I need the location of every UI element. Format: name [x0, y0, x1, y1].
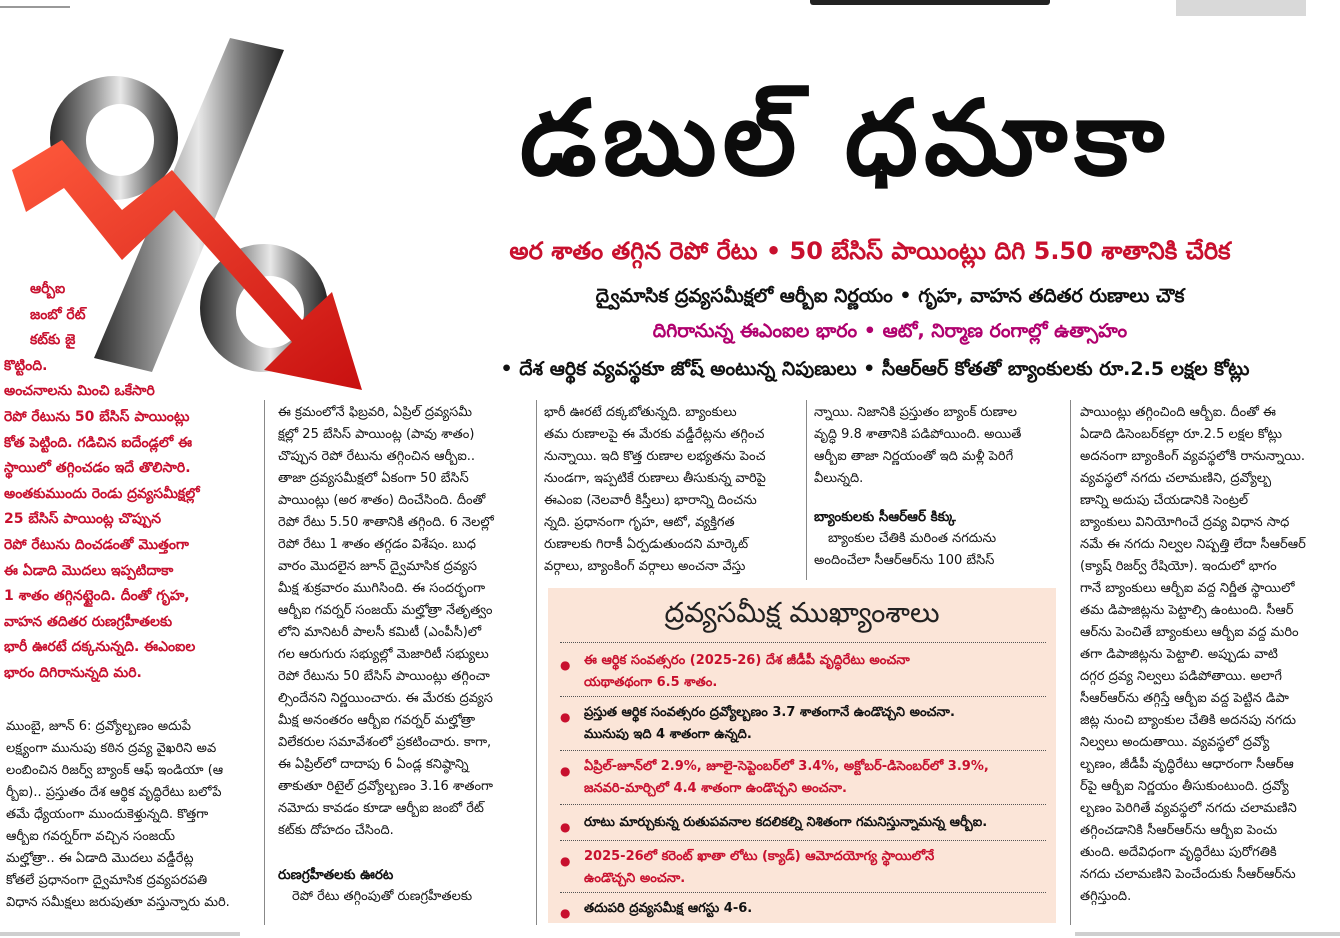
- bottom-left-bar: [0, 932, 240, 936]
- highlights-divider: [560, 750, 1046, 751]
- body-line: తమ డిపాజిట్లను పెట్టాల్సి ఉంటుంది. సీఆర్: [1080, 603, 1294, 618]
- body-line: పాయింట్లు (అర శాతం) దించేసింది. దీంతో: [278, 493, 486, 508]
- body-line: విధాన సమీక్షలు జరుపుతూ వస్తున్నారు మరి.: [6, 895, 230, 910]
- highlight-line: 2025-26లో కరెంట్ ఖాతా లోటు (క్యాడ్) ఆమోదయోగ్య స్థాయిలోనే: [584, 849, 935, 864]
- bullet-icon: ●: [560, 906, 571, 920]
- highlight-item: [560, 812, 1050, 834]
- page-top-strip: [0, 0, 1340, 16]
- body-line: న్నది. ప్రధానంగా గృహ, ఆటో, వ్యక్తిగత: [544, 515, 735, 530]
- body-line: మీక్ష శుక్రవారం ముగిసింది. ఈ సందర్భంగా: [278, 581, 486, 596]
- deck-line-1: అర శాతం తగ్గిన రెపో రేటు • 50 బేసిస్ పాయింట్లు దిగి 5.50 శాతానికి చేరిక: [509, 237, 1231, 265]
- intro-line: రెపో రేటును 50 బేసిస్ పాయింట్లు: [4, 408, 190, 425]
- body-line: బ్యాంకులు వినియోగించే ద్రవ్య విధాన సాధ: [1080, 515, 1290, 530]
- body-line: దగ్గర ద్రవ్య నిల్వలు పడిపోతాయి. అలాగే: [1080, 669, 1282, 684]
- body-line: క్షల్లో 25 బేసిస్ పాయింట్ల (పావు శాతం): [278, 427, 475, 442]
- body-line: తమ రుణాలపై ఈ మేరకు వడ్డీరేట్లను తగ్గించ: [544, 427, 765, 442]
- highlight-line: యథాతథంగా 6.5 శాతం.: [584, 675, 718, 690]
- top-right-tab: [1176, 0, 1306, 16]
- highlight-line: తదుపరి ద్రవ్యసమీక్ష ఆగస్టు 4-6.: [584, 901, 753, 916]
- body-line: గానే బ్యాంకులు ఆర్బీఐ వద్ద నిర్ణీత స్థాయిలో: [1080, 581, 1295, 596]
- body-line: తగా డిపాజిట్లను పెట్టాలి. అప్పుడు వాటి: [1080, 647, 1278, 662]
- body-line: మల్హోత్రా.. ఈ ఏడాది మొదలు వడ్డీరేట్ల: [6, 851, 194, 866]
- intro-line: అంతకుముందు రెండు ద్రవ్యసమీక్షల్లో: [4, 485, 200, 502]
- body-line: అదనంగా బ్యాంకింగ్ వ్యవస్థలోకి రానున్నాయి.: [1080, 449, 1305, 464]
- intro-line: ఈ ఏడాది మొదలు ఇప్పటిదాకా: [4, 562, 174, 579]
- intro-line: అంచనాలను మించి ఒకేసారి: [4, 383, 155, 400]
- intro-line: రెపో రేటును దించడంతో మొత్తంగా: [4, 536, 189, 553]
- column-rule: [1070, 400, 1071, 925]
- intro-line: భారీ ఊరటే దక్కనున్నది. ఈఎంఐల: [4, 639, 196, 656]
- body-line: తమే ధ్యేయంగా ముందుకెళ్తున్నది. కొత్తగా: [6, 807, 209, 822]
- body-line: నున్నాయి. ఇది కొత్త రుణాల లభ్యతను పెంచ: [544, 449, 766, 464]
- highlights-divider: [560, 696, 1046, 697]
- body-line: మీక్ష అనంతరం ఆర్బీఐ గవర్నర్ మల్హోత్రా: [278, 713, 476, 728]
- intro-line: కోత పెట్టింది. గడిచిన ఐదేండ్లలో ఈ: [4, 434, 193, 451]
- subheading: రుణగ్రహీతలకు ఊరట: [278, 867, 394, 883]
- body-line: వారం మొదలైన జూన్ ద్వైమాసిక ద్రవ్యస: [278, 559, 478, 574]
- intro-line: వాహన తదితర రుణగ్రహీతలకు: [4, 613, 173, 630]
- body-line: తగ్గిస్తుంది.: [1080, 889, 1132, 904]
- bullet-icon: ●: [560, 854, 571, 868]
- body-line: ఏడాది డిసెంబర్‌కల్లా రూ.2.5 లక్షల కోట్లు: [1080, 427, 1282, 442]
- body-line: అందించేలా సీఆర్ఆర్‌ను 100 బేసిస్: [814, 553, 995, 568]
- body-line: సీఆర్ఆర్‌ను తగ్గిస్తే ఆర్బీఐ వద్ద పెట్టిన డిపా: [1080, 691, 1289, 706]
- body-line: వృద్ధి 9.8 శాతానికి పడిపోయింది. అయితే: [814, 427, 1022, 442]
- highlight-line: ఉండొచ్చని అంచనా.: [584, 871, 686, 886]
- body-line: తాజా ద్రవ్యసమీక్షలో ఏకంగా 50 బేసిస్: [278, 471, 469, 486]
- body-line: ణాన్ని అదుపు చేయడానికి సెంట్రల్: [1080, 493, 1249, 508]
- column-rule: [264, 400, 265, 925]
- bullet-icon: ●: [560, 820, 571, 834]
- body-line: నమే ఈ నగదు నిల్వల నిష్పత్తి లేదా సీఆర్ఆర్: [1080, 537, 1306, 552]
- body-line: తుంది. అదేవిధంగా వృద్ధిరేటు పురోగతికి: [1080, 845, 1277, 860]
- body-line: రుణాలకు గిరాకీ ఏర్పడుతుందని మార్కెట్: [544, 537, 749, 552]
- highlights-box: [548, 588, 1056, 923]
- highlight-line: ఈ ఆర్థిక సంవత్సరం (2025-26) దేశ జీడీపీ వృద్ధిరేటు అంచనా: [584, 653, 910, 668]
- intro-line: స్థాయిలో తగ్గించడం ఇదే తొలిసారి.: [4, 460, 191, 477]
- body-line: ల్బణం పెరిగితే వ్యవస్థలో నగదు చలామణిని: [1080, 801, 1297, 816]
- body-line: ర్‌పై ఆర్బీఐ నిర్ణయం తీసుకుంటుంది. ద్రవ్యో: [1080, 779, 1289, 794]
- column-rule: [806, 400, 807, 580]
- body-line: లోని మానిటరీ పాలసీ కమిటీ (ఎంపీసీ)లో: [278, 625, 482, 640]
- highlights-divider: [560, 804, 1046, 805]
- body-line: భారీ ఊరటే దక్కబోతున్నది. బ్యాంకులు: [544, 405, 737, 420]
- body-line: నగదు చలామణిని పెంచేందుకు సీఆర్ఆర్‌ను: [1080, 867, 1296, 882]
- body-line: ఆర్‌ను పెంచితే బ్యాంకులు ఆర్బీఐ వద్ద మరిం: [1080, 625, 1299, 640]
- bottom-right-bar: [1075, 932, 1340, 936]
- body-line: విలేకరుల సమావేశంలో ప్రకటించారు. కాగా,: [278, 735, 492, 750]
- body-line: ఆర్బీఐ తాజా నిర్ణయంతో ఇది మళ్లీ పెరిగే: [814, 449, 1014, 464]
- body-line: తగ్గించడానికి సీఆర్ఆర్‌ను ఆర్బీఐ పెంచు: [1080, 823, 1278, 838]
- body-line: కట్‌కు దోహదం చేసింది.: [278, 823, 394, 838]
- body-line: ఆర్బీఐ గవర్నర్ సంజయ్ మల్హోత్రా నేతృత్వం: [278, 603, 493, 618]
- top-left-rule: [0, 0, 70, 8]
- body-line: కోతలే ప్రధానంగా ద్వైమాసిక ద్రవ్యపరపతి: [6, 873, 208, 888]
- body-line: ల్సిందేనని నిర్ణయించారు. ఈ మేరకు ద్రవ్యస: [278, 691, 493, 706]
- deck-line-3: దిగిరానున్న ఈఎంఐల భారం • ఆటో, నిర్మాణ రంగాల్లో ఉత్సాహం: [652, 320, 1128, 342]
- body-line: (క్యాష్ రిజర్వ్ రేషియో). ఇందులో భాగం: [1080, 559, 1277, 574]
- intro-summary: [4, 277, 256, 687]
- highlight-item: [560, 650, 1050, 694]
- intro-line: కొట్టింది.: [4, 357, 48, 374]
- bullet-icon: ●: [560, 710, 571, 724]
- body-line: గల ఆరుగురు సభ్యుల్లో మెజారిటీ సభ్యులు: [278, 647, 489, 662]
- body-line: లక్ష్యంగా మునుపు కఠిన ద్రవ్య వైఖరిని అవ: [6, 741, 217, 756]
- article-column-4: [814, 402, 1064, 572]
- highlight-item: [560, 898, 1050, 920]
- body-line: ర్బీఐ).. ప్రస్తుతం దేశ ఆర్థిక వృద్ధిరేటు బలోపే: [6, 785, 222, 800]
- deck-line-4: • దేశ ఆర్థిక వ్యవస్థకూ జోష్ అంటున్న నిపుణులు • సీఆర్ఆర్ కోతతో బ్యాంకులకు రూ.2.5 లక్షల కోట్లు: [500, 358, 1250, 380]
- article-column-2: [278, 402, 530, 908]
- intro-line: కట్‌కు జై: [30, 332, 76, 349]
- bullet-icon: ●: [560, 764, 571, 778]
- page-bottom-strip: [0, 930, 1340, 938]
- highlights-divider: [560, 840, 1046, 841]
- body-line: రెపో రేటు 1 శాతం తగ్గడం విశేషం. బుధ: [278, 537, 476, 552]
- highlight-item: [560, 756, 1050, 800]
- body-line: వీలున్నది.: [814, 471, 864, 486]
- body-line: ల్బణం, జీడీపీ వృద్ధిరేటు ఆధారంగా సీఆర్ఆ: [1080, 757, 1294, 772]
- body-line: తాకుతూ రిటైల్ ద్రవ్యోల్బణం 3.16 శాతంగా: [278, 779, 494, 794]
- body-line: ఆర్బీఐ గవర్నర్‌గా వచ్చిన సంజయ్: [6, 829, 175, 844]
- body-line: నమోదు కావడం కూడా ఆర్బీఐ జంబో రేట్: [278, 801, 484, 816]
- headline: డబుల్ ధమాకా: [519, 77, 1171, 199]
- highlight-item: [560, 846, 1050, 890]
- body-line: చొప్పున రెపో రేటును తగ్గించిన ఆర్బీఐ..: [278, 449, 476, 464]
- body-line: ఈ ఏప్రిల్‌లో దాదాపు 6 ఏండ్ల కనిష్ఠాన్ని: [278, 757, 469, 772]
- body-line: పాయింట్లు తగ్గించింది ఆర్బీఐ. దీంతో ఈ: [1080, 405, 1276, 420]
- highlights-title: ద్రవ్యసమీక్ష ముఖ్యాంశాలు: [664, 596, 940, 629]
- body-line: ఈ క్రమంలోనే ఫిబ్రవరి, ఏప్రిల్ ద్రవ్యసమీ: [278, 405, 472, 420]
- column-rule: [536, 400, 537, 925]
- body-line: ముంబై, జూన్ 6: ద్రవ్యోల్బణం అదుపే: [6, 719, 192, 734]
- intro-line: ఆర్బీఐ: [30, 281, 66, 297]
- highlights-divider: [560, 892, 1046, 893]
- body-line: వర్గాలు, బ్యాంకింగ్ వర్గాలు అంచనా వేస్తు: [544, 559, 746, 574]
- highlight-item: [560, 702, 1050, 746]
- highlight-line: జనవరి-మార్చిలో 4.4 శాతంగా ఉండొచ్చని అంచనా.: [584, 781, 847, 796]
- body-line: నిల్వలు అందుతాయి. వ్యవస్థలో ద్రవ్యో: [1080, 735, 1270, 750]
- body-line: జిట్ల నుంచి బ్యాంకుల చేతికి అదనపు నగదు: [1080, 713, 1296, 728]
- body-line: రెపో రేటు తగ్గింపుతో రుణగ్రహీతలకు: [292, 889, 473, 904]
- intro-line: భారం దిగిరానున్నది మరి.: [4, 664, 142, 681]
- article-column-5: [1080, 402, 1336, 908]
- body-line: రెపో రేటు 5.50 శాతానికి తగ్గింది. 6 నెలల్లో: [278, 515, 494, 530]
- highlight-line: మునుపు ఇది 4 శాతంగా ఉన్నది.: [584, 727, 752, 742]
- body-line: రెపో రేటును 50 బేసిస్ పాయింట్లు తగ్గించా: [278, 669, 490, 684]
- body-line: ఈఎంఐ (నెలవారీ కిస్తీలు) భారాన్ని దించను: [544, 493, 757, 508]
- bullet-icon: ●: [560, 658, 571, 672]
- article-column-1: [6, 716, 258, 914]
- deck-line-2: ద్వైమాసిక ద్రవ్యసమీక్షలో ఆర్బీఐ నిర్ణయం • గృహ, వాహన తదితర రుణాలు చౌక: [595, 285, 1185, 307]
- subheading: బ్యాంకులకు సీఆర్ఆర్ కిక్కు: [814, 509, 956, 525]
- article-column-3: [544, 402, 800, 578]
- highlights-divider: [560, 642, 1046, 643]
- body-line: వ్యవస్థలో నగదు చలామణిని, ద్రవ్యోల్బ: [1080, 471, 1272, 486]
- intro-line: 1 శాతం తగ్గినట్టైంది. దీంతో గృహ,: [4, 588, 190, 605]
- highlight-line: రూటు మార్చుకున్న రుతుపవనాల కదలికల్ని నిశితంగా గమనిస్తున్నామన్న ఆర్బీఐ.: [584, 815, 988, 830]
- highlight-line: ఏప్రిల్-జూన్‌లో 2.9%, జూలై-సెప్టెంబర్‌లో 3.4%, అక్టోబర్-డిసెంబర్‌లో 3.9%,: [584, 759, 989, 774]
- top-masthead-fragment: [810, 0, 1050, 5]
- body-line: న్నాయి. నిజానికి ప్రస్తుతం బ్యాంక్ రుణాల: [814, 405, 1017, 420]
- body-line: నుండగా, ఇప్పటికే రుణాలు తీసుకున్న వారిపై: [544, 471, 766, 486]
- body-line: బ్యాంకుల చేతికి మరింత నగదును: [828, 531, 997, 546]
- highlight-line: ప్రస్తుత ఆర్థిక సంవత్సరం ద్రవ్యోల్బణం 3.7 శాతంగానే ఉండొచ్చని అంచనా.: [584, 705, 955, 720]
- intro-line: 25 బేసిస్ పాయింట్ల చొప్పున: [4, 511, 162, 528]
- intro-line: జంబో రేట్: [30, 306, 86, 323]
- body-line: లంబించిన రిజర్వ్ బ్యాంక్ ఆఫ్ ఇండియా (ఆ: [6, 763, 224, 778]
